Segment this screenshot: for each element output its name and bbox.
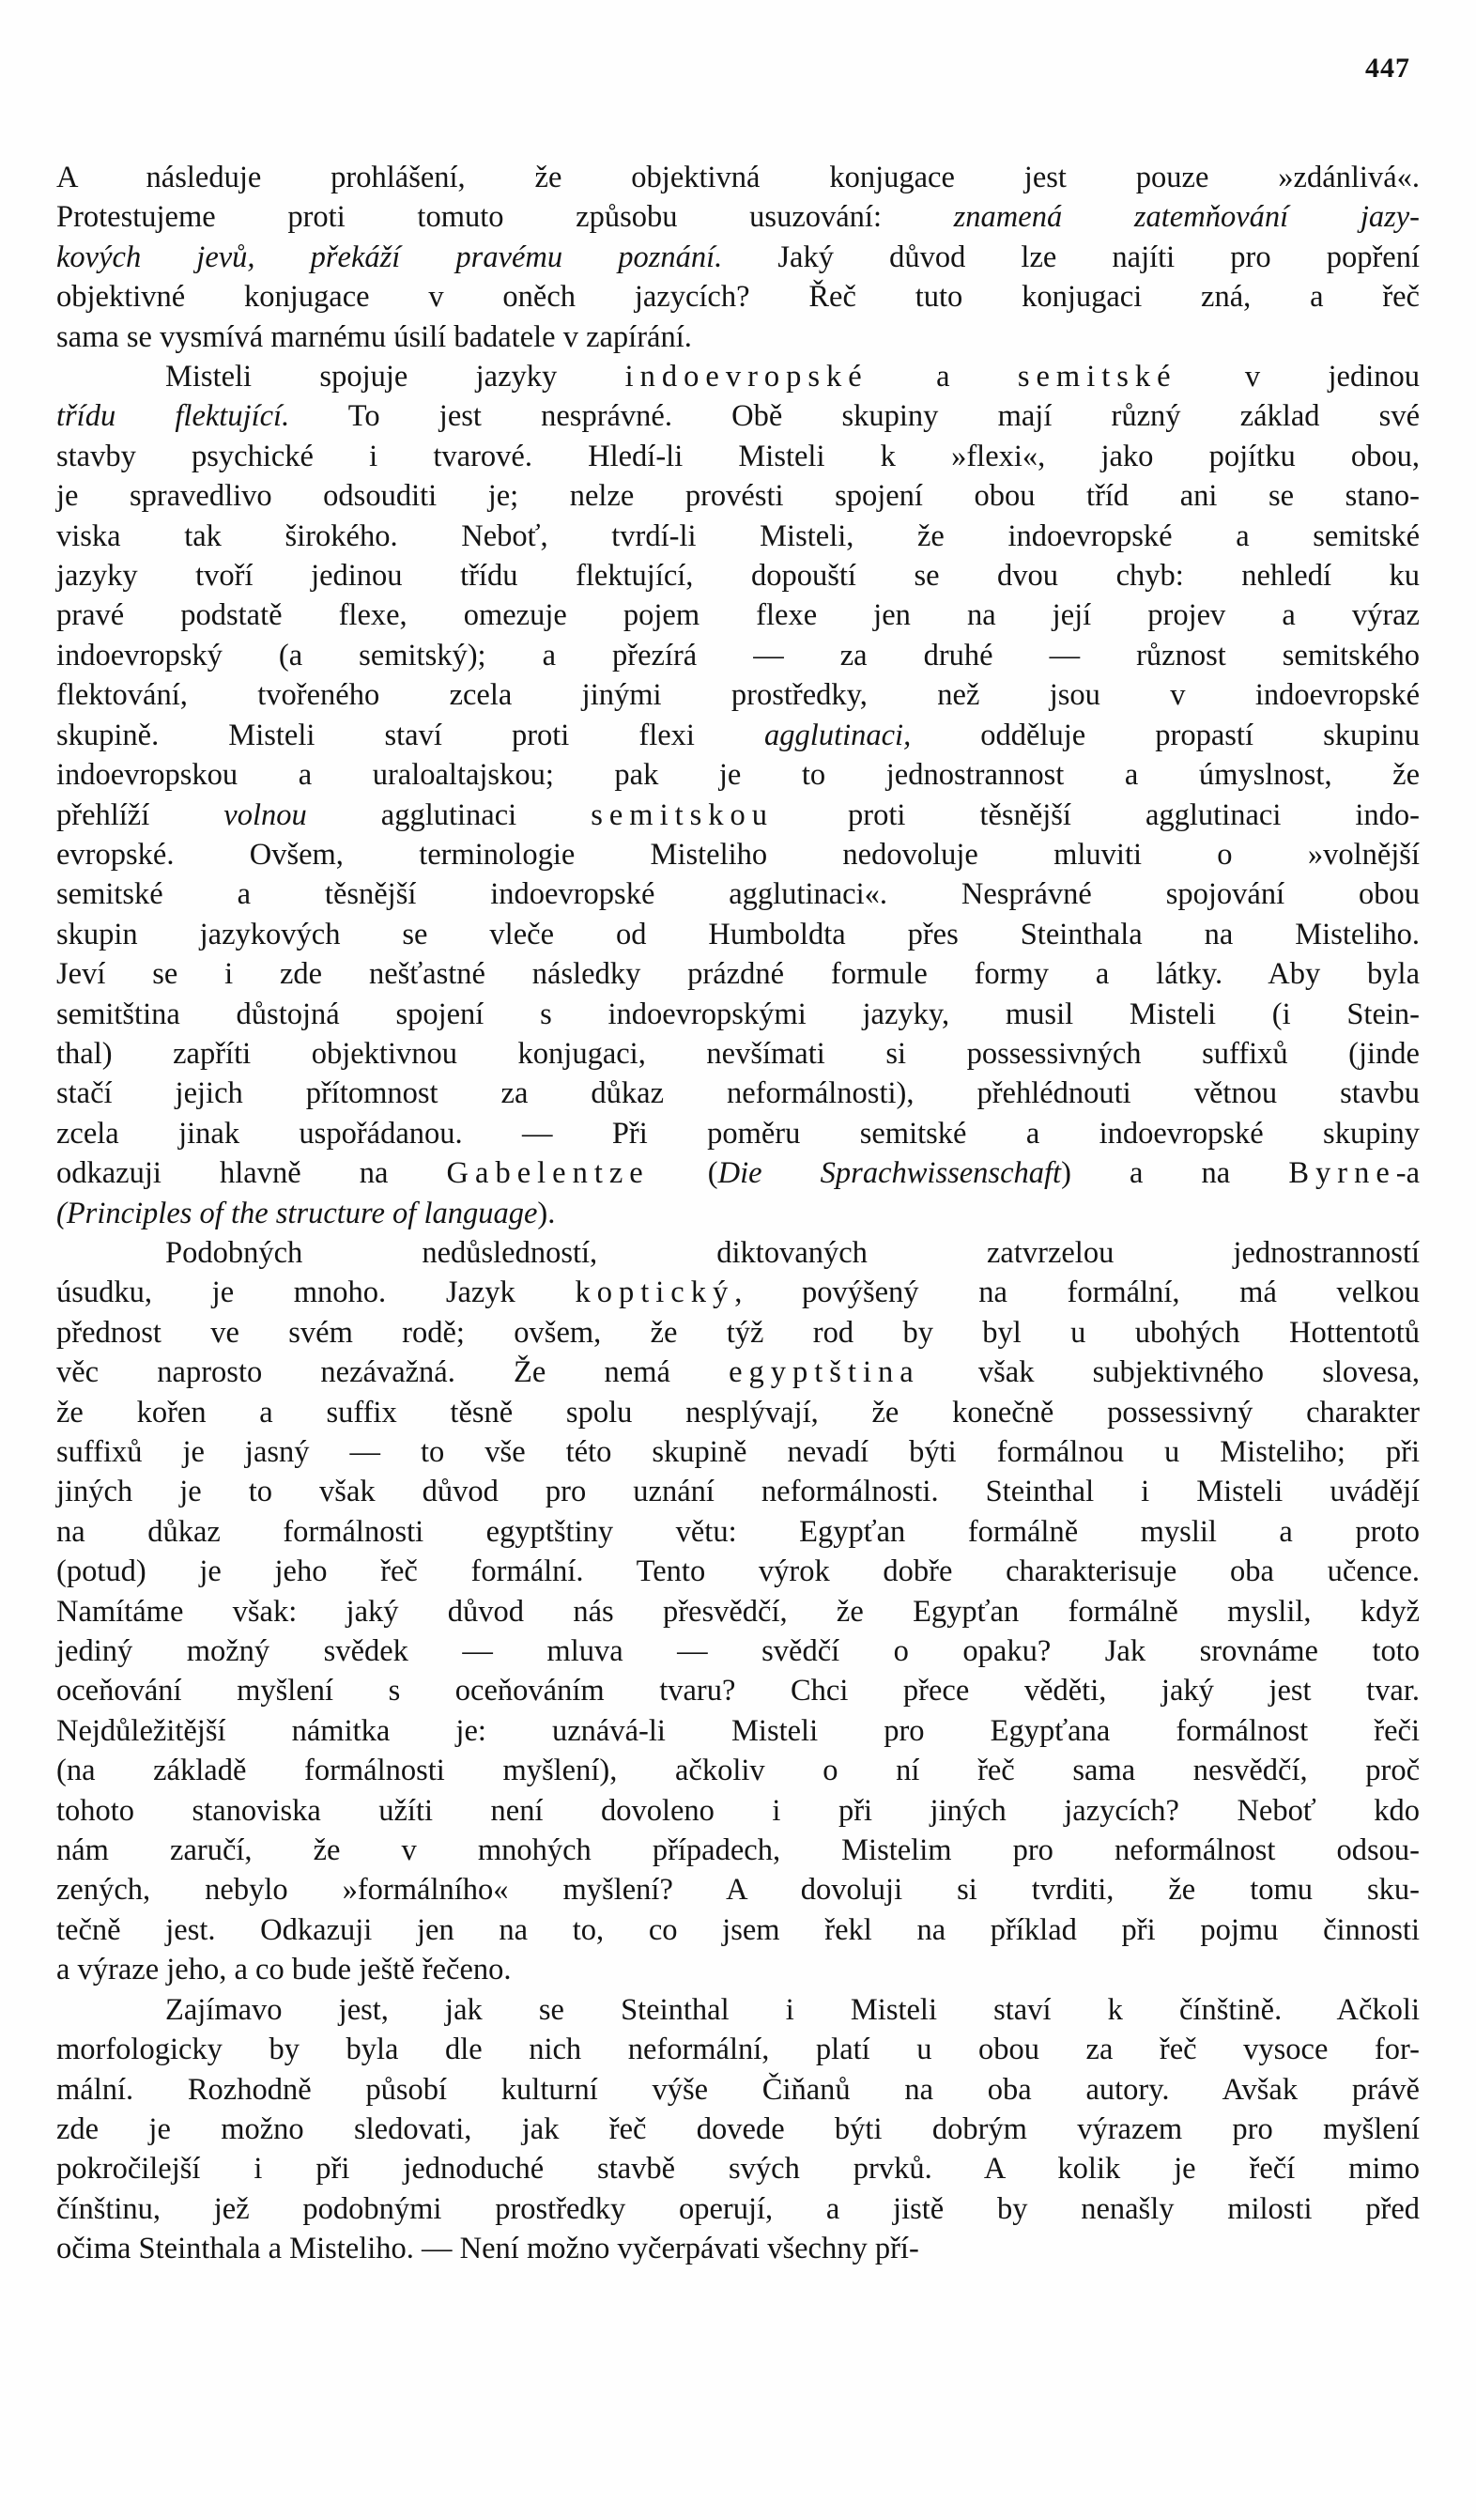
text-run: agglutinaci <box>306 797 592 832</box>
text-run: tohoto stanoviska užíti není dovoleno i při jiných jazycích? Neboť kdo <box>56 1793 1420 1828</box>
spaced-text: indoevropské <box>624 360 869 394</box>
text-line <box>56 2189 1420 2229</box>
text-line <box>56 2149 1420 2188</box>
text-run: (potud) je jeho řeč formální. Tento výrok dobře charakterisuje oba učence. <box>56 1554 1420 1589</box>
text-run: thal) zapříti objektivnou konjugaci, nevšímati si possessivných suffixů (jinde <box>56 1036 1420 1071</box>
text-run: Jeví se i zde nešťastné následky prázdné formule formy a látky. Aby byla <box>56 957 1420 992</box>
spaced-text: semitskou <box>591 797 775 832</box>
text-run: evropské. Ovšem, terminologie Misteliho nedovoluje mluviti o »volnější <box>56 837 1420 872</box>
text-run: indoevropský (a semitský); a přezírá — za druhé — různost semitského <box>56 638 1420 673</box>
text-line <box>56 1233 1420 1273</box>
text-line <box>56 915 1420 954</box>
text-run: však subjektivného slovesa, <box>919 1355 1420 1390</box>
text-run: Jaký důvod lze najíti pro popření <box>722 240 1420 274</box>
text-line <box>56 2229 1420 2268</box>
text-line <box>56 1153 1420 1193</box>
text-line <box>56 595 1420 635</box>
text-run: stačí jejich přítomnost za důkaz neformálnosti), přehlédnouti větnou stavbu <box>56 1076 1420 1111</box>
italic-text: ( <box>56 1196 67 1230</box>
text-run: mální. Rozhodně působí kulturní výše Čiňanů na oba autory. Avšak právě <box>56 2072 1420 2107</box>
text-line <box>56 1950 1420 1989</box>
text-run: a <box>868 360 1018 394</box>
text-line <box>56 1791 1420 1831</box>
text-line <box>56 1552 1420 1591</box>
text-run: jazyky tvoří jedinou třídu flektující, dopouští se dvou chyb: nehledí ku <box>56 559 1420 594</box>
text-run: Namítáme však: jaký důvod nás přesvědčí, že Egypťan formálně myslil, když <box>56 1594 1420 1629</box>
text-run: Nejdůležitější námitka je: uznává-li Misteli pro Egypťana formálnost řeči <box>56 1713 1420 1748</box>
italic-text: volnou <box>223 797 307 832</box>
text-line <box>56 2110 1420 2149</box>
text-line <box>56 277 1420 317</box>
text-run: ) a na <box>1061 1156 1289 1191</box>
text-line <box>56 675 1420 715</box>
text-run: sama se vysmívá marnému úsilí badatele v zapírání. <box>56 319 692 354</box>
spaced-text: Gabelentze <box>446 1156 650 1191</box>
text-run: zených, nebylo »formálního« myšlení? A dovoluji si tvrditi, že tomu sku- <box>56 1873 1420 1908</box>
text-line <box>56 1870 1420 1909</box>
text-line <box>56 1273 1420 1312</box>
text-run: jediný možný svědek — mluva — svědčí o opaku? Jak srovnáme toto <box>56 1634 1420 1669</box>
italic-text: kových jevů, překáží pravému poznání. <box>56 240 723 274</box>
text-line <box>56 556 1420 595</box>
text-run: semitština důstojná spojení s indoevropskými jazyky, musil Misteli (i Stein- <box>56 997 1420 1031</box>
text-line <box>56 1194 1420 1233</box>
text-run: nám zaručí, že v mnohých případech, Mistelim pro neformálnost odsou- <box>56 1833 1420 1868</box>
page-number: 447 <box>1365 53 1410 84</box>
text-run: v jedinou <box>1176 360 1420 394</box>
text-line <box>56 1432 1420 1472</box>
text-line <box>56 1353 1420 1392</box>
text-run: zcela jinak uspořádanou. — Při poměru semitské a indoevropské skupiny <box>56 1116 1420 1151</box>
text-line <box>56 755 1420 795</box>
text-line <box>56 2030 1420 2069</box>
italic-text: znamená zatemňování jazy- <box>953 200 1420 235</box>
text-line <box>56 158 1420 197</box>
text-line <box>56 476 1420 516</box>
text-line <box>56 1751 1420 1790</box>
spaced-text: Byrne <box>1288 1156 1396 1191</box>
text-run: morfologicky by byla dle nich neformální, platí u obou za řeč vysoce for- <box>56 2033 1420 2067</box>
text-run: Zajímavo jest, jak se Steinthal i Misteli staví k čínštině. Ačkoli <box>165 1992 1420 2027</box>
text-run: semitské a těsnější indoevropské agglutinaci«. Nesprávné spojování obou <box>56 877 1420 912</box>
text-run: , povýšený na formální, má velkou <box>734 1275 1420 1310</box>
spaced-text: koptický <box>575 1275 735 1310</box>
text-run: stavby psychické i tvarové. Hledí-li Misteli k »flexi«, jako pojítku obou, <box>56 439 1420 473</box>
text-run: pravé podstatě flexe, omezuje pojem flexe jen na její projev a výraz <box>56 598 1420 633</box>
text-run: přehlíží <box>56 797 224 832</box>
text-line <box>56 995 1420 1034</box>
text-line <box>56 636 1420 675</box>
text-run: zde je možno sledovati, jak řeč dovede býti dobrým výrazem pro myšlení <box>56 2111 1420 2146</box>
text-run: suffixů je jasný — to vše této skupině nevadí býti formálnou u Misteliho; při <box>56 1435 1420 1469</box>
italic-text: Principles of the structure of language <box>66 1196 538 1230</box>
text-run: očima Steinthala a Misteliho. — Není možno vyčerpávati všechny pří- <box>56 2232 919 2266</box>
text-line <box>56 954 1420 994</box>
text-line <box>56 1631 1420 1671</box>
text-line <box>56 317 1420 357</box>
text-line <box>56 1114 1420 1153</box>
text-line <box>56 517 1420 556</box>
text-run: věc naprosto nezávažná. Že nemá <box>56 1355 730 1390</box>
text-run: To jest nesprávné. Obě skupiny mají různý základ své <box>289 399 1420 434</box>
text-line <box>56 1910 1420 1950</box>
text-run: proti těsnější agglutinaci indo- <box>774 797 1420 832</box>
text-line <box>56 1990 1420 2030</box>
text-run: oceňování myšlení s oceňováním tvaru? Chci přece věděti, jaký jest tvar. <box>56 1674 1420 1708</box>
text-line <box>56 197 1420 237</box>
spaced-text: egyptština <box>729 1355 920 1390</box>
text-run: jiných je to však důvod pro uznání neformálnosti. Steinthal i Misteli uvádějí <box>56 1475 1420 1509</box>
text-run: pokročilejší i při jednoduché stavbě svých prvků. A kolik je řečí mimo <box>56 2152 1420 2187</box>
italic-text: agglutinaci, <box>764 718 912 752</box>
text-run: tečně jest. Odkazuji jen na to, co jsem řekl na příklad při pojmu činnosti <box>56 1912 1420 1947</box>
paragraph <box>56 158 1420 357</box>
text-run: Podobných nedůsledností, diktovaných zatvrzelou jednostranností <box>165 1235 1420 1270</box>
text-line <box>56 1831 1420 1870</box>
text-line <box>56 796 1420 835</box>
spaced-text: semitské <box>1017 360 1177 394</box>
text-run: ( <box>649 1156 718 1191</box>
text-run: a výraze jeho, a co bude ještě řečeno. <box>56 1953 512 1987</box>
text-line <box>56 1671 1420 1710</box>
text-line <box>56 1711 1420 1751</box>
italic-text: Die Sprachwissenschaft <box>717 1156 1062 1191</box>
text-line <box>56 1512 1420 1552</box>
text-run: skupin jazykových se vleče od Humboldta přes Steinthala na Misteliho. <box>56 917 1420 951</box>
body-text <box>56 158 1420 2269</box>
text-run: indoevropskou a uraloaltajskou; pak je to jednostrannost a úmyslnost, že <box>56 758 1420 793</box>
text-run: -a <box>1395 1156 1420 1191</box>
text-run: objektivné konjugace v oněch jazycích? Řeč tuto konjugaci zná, a řeč <box>56 280 1420 315</box>
text-line <box>56 238 1420 277</box>
text-run: A následuje prohlášení, že objektivná konjugace jest pouze »zdánlivá«. <box>56 161 1420 194</box>
text-run: je spravedlivo odsouditi je; nelze provésti spojení obou tříd ani se stano- <box>56 479 1420 514</box>
text-run: čínštinu, jež podobnými prostředky operují, a jistě by nenašly milosti před <box>56 2191 1420 2226</box>
text-run: flektování, tvořeného zcela jinými prostředky, než jsou v indoevropské <box>56 678 1420 713</box>
text-line <box>56 1592 1420 1631</box>
text-line <box>56 1034 1420 1074</box>
text-run: Protestujeme proti tomuto způsobu usuzování: <box>56 200 954 235</box>
text-run: úsudku, je mnoho. Jazyk <box>56 1275 576 1310</box>
text-run: Misteli spojuje jazyky <box>165 360 625 394</box>
italic-text: třídu flektující. <box>56 399 290 434</box>
text-run: viska tak širokého. Neboť, tvrdí-li Misteli, že indoevropské a semitské <box>56 518 1420 553</box>
paragraph <box>56 1233 1420 1990</box>
text-run: ). <box>537 1196 556 1230</box>
text-line <box>56 1313 1420 1353</box>
text-run: skupině. Misteli staví proti flexi <box>56 718 765 752</box>
text-line <box>56 835 1420 874</box>
text-line <box>56 1074 1420 1113</box>
text-line <box>56 396 1420 436</box>
text-run: přednost ve svém rodě; ovšem, že týž rod by byl u ubohých Hottentotů <box>56 1315 1420 1350</box>
paragraph <box>56 357 1420 1233</box>
text-run: že kořen a suffix těsně spolu nesplývají, že konečně possessivný charakter <box>56 1395 1420 1430</box>
text-line <box>56 2070 1420 2110</box>
text-line <box>56 1393 1420 1432</box>
text-line <box>56 716 1420 755</box>
text-run: odkazuji hlavně na <box>56 1156 447 1191</box>
text-line <box>56 437 1420 476</box>
paragraph <box>56 1990 1420 2269</box>
text-run: odděluje propastí skupinu <box>911 718 1420 752</box>
text-line <box>56 357 1420 396</box>
text-run: na důkaz formálnosti egyptštiny větu: Egypťan formálně myslil a proto <box>56 1514 1420 1549</box>
text-line <box>56 1472 1420 1511</box>
text-run: (na základě formálnosti myšlení), ačkoliv o ní řeč sama nesvědčí, proč <box>56 1754 1420 1788</box>
text-line <box>56 874 1420 914</box>
